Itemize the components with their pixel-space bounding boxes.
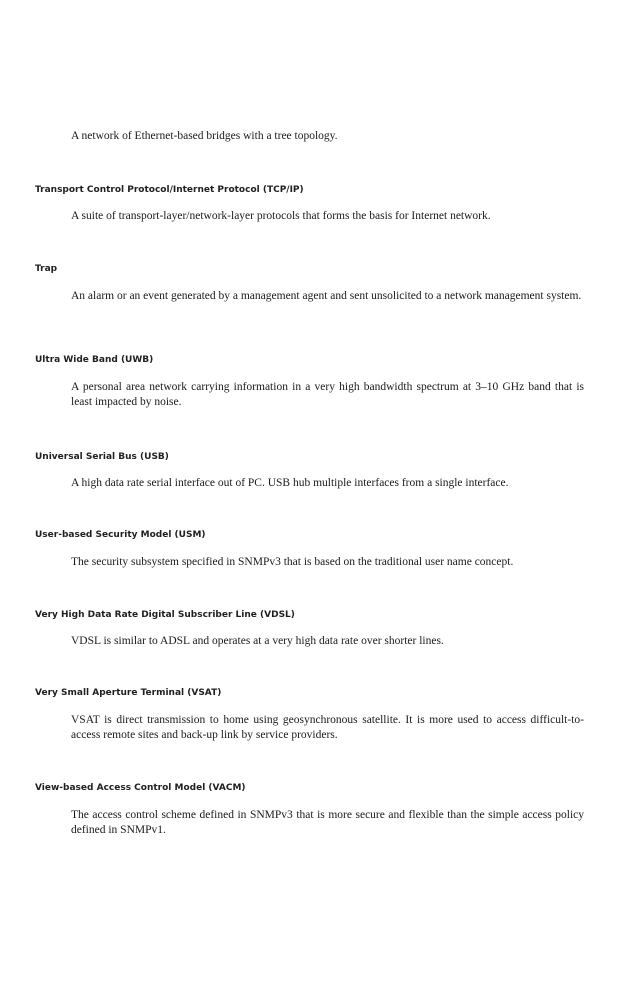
definition-text: A high data rate serial interface out of PC. USB hub multiple interfaces from a single interface. <box>71 477 509 489</box>
term-heading: Transport Control Protocol/Internet Protocol (TCP/IP) <box>35 185 304 195</box>
term-heading: Universal Serial Bus (USB) <box>35 452 169 462</box>
term-heading: Very High Data Rate Digital Subscriber Line (VDSL) <box>35 610 295 620</box>
term-heading: Very Small Aperture Terminal (VSAT) <box>35 688 222 698</box>
definition-text: VDSL is similar to ADSL and operates at a very high data rate over shorter lines. <box>71 635 444 647</box>
definition-text: A suite of transport-layer/network-layer protocols that forms the basis for Internet network. <box>71 210 491 222</box>
term-heading: User-based Security Model (USM) <box>35 530 206 540</box>
term-heading: Trap <box>35 264 58 274</box>
definition-text: A personal area network carrying information in a very high bandwidth spectrum at 3–10 GHz band that is least impacted by noise. <box>71 381 584 408</box>
definition-text: An alarm or an event generated by a management agent and sent unsolicited to a network management system. <box>71 290 582 302</box>
definition-text: The security subsystem specified in SNMPv3 that is based on the traditional user name concept. <box>71 556 514 568</box>
definition-text: VSAT is direct transmission to home using geosynchronous satellite. It is more used to access difficult-to-access remote sites and back-up link by service providers. <box>71 714 584 741</box>
definition-text: The access control scheme defined in SNMPv3 that is more secure and flexible than the simple access policy defined in SNMPv1. <box>71 809 584 836</box>
definition-text: A network of Ethernet-based bridges with a tree topology. <box>71 130 338 142</box>
term-heading: View-based Access Control Model (VACM) <box>35 783 246 793</box>
term-heading: Ultra Wide Band (UWB) <box>35 355 154 365</box>
